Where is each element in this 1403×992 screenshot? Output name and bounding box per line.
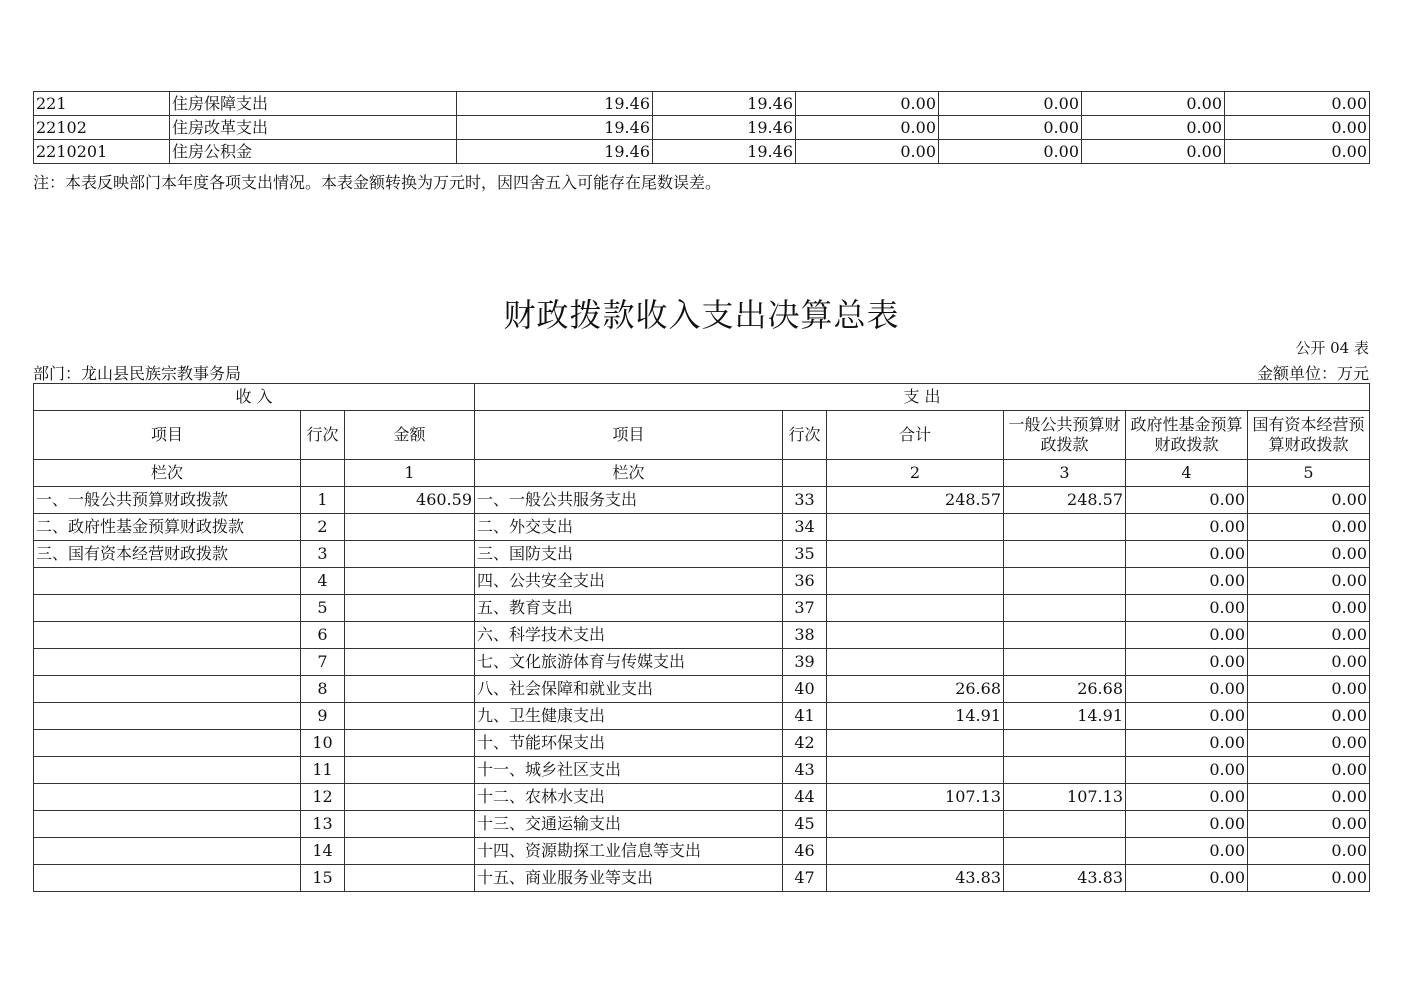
cell-general: [1004, 838, 1126, 865]
table-row: [34, 865, 1370, 892]
cell-total: [827, 811, 1004, 838]
cell-total: [827, 649, 1004, 676]
cell-exp-item: 七、文化旅游体育与传媒支出: [475, 649, 783, 676]
cell-fund: 0.00: [1126, 595, 1248, 622]
cell-fund: 0.00: [1126, 703, 1248, 730]
cell-inc-line: 5: [301, 595, 345, 622]
amount-unit-label: 金额单位：万元: [1256, 364, 1369, 383]
cell-inc-item: 三、国有资本经营财政拨款: [34, 541, 301, 568]
cell-general: 107.13: [1004, 784, 1126, 811]
cell-exp-line: 44: [783, 784, 827, 811]
cell-exp-line: 45: [783, 811, 827, 838]
table-row: [34, 116, 1370, 140]
cell-inc-item: 一、一般公共预算财政拨款: [34, 487, 301, 514]
expense-line-header: 行次: [783, 411, 827, 460]
cell-inc-line: 10: [301, 730, 345, 757]
cell-fund: 0.00: [1126, 514, 1248, 541]
cell-c6: 0.00: [1225, 116, 1370, 140]
cell-inc-amount: [345, 811, 475, 838]
cell-c4: 0.00: [939, 140, 1082, 164]
department-label: 部门：龙山县民族宗教事务局: [33, 364, 242, 383]
cell-general: [1004, 811, 1126, 838]
cell-inc-line: 15: [301, 865, 345, 892]
cell-inc-line: 11: [301, 757, 345, 784]
cell-state: 0.00: [1248, 568, 1370, 595]
cell-exp-item: 十五、商业服务业等支出: [475, 865, 783, 892]
cell-exp-item: 四、公共安全支出: [475, 568, 783, 595]
cell-exp-line: 34: [783, 514, 827, 541]
cell-c1: 19.46: [457, 92, 653, 116]
cell-exp-item: 九、卫生健康支出: [475, 703, 783, 730]
cell-exp-line: 33: [783, 487, 827, 514]
table-row: [34, 568, 1370, 595]
cell-state: 0.00: [1248, 676, 1370, 703]
cell-inc-amount: [345, 703, 475, 730]
cell-c6: 0.00: [1225, 92, 1370, 116]
cell-inc-amount: [345, 784, 475, 811]
cell-exp-item: 十、节能环保支出: [475, 730, 783, 757]
cell-inc-amount: [345, 622, 475, 649]
cell-state: 0.00: [1248, 811, 1370, 838]
cell-fund: 0.00: [1126, 676, 1248, 703]
cell-state: 0.00: [1248, 541, 1370, 568]
cell-inc-item: [34, 811, 301, 838]
cell-inc-item: [34, 784, 301, 811]
cell-exp-line: 47: [783, 865, 827, 892]
income-amount-header: 金额: [345, 411, 475, 460]
table-row: [34, 730, 1370, 757]
cell-inc-amount: [345, 865, 475, 892]
cell-inc-amount: [345, 649, 475, 676]
cell-fund: 0.00: [1126, 649, 1248, 676]
cell-exp-line: 40: [783, 676, 827, 703]
cell-general: [1004, 568, 1126, 595]
cell-fund: 0.00: [1126, 865, 1248, 892]
cell-exp-item: 三、国防支出: [475, 541, 783, 568]
cell-code: 2210201: [34, 140, 170, 164]
table-row: [34, 703, 1370, 730]
cell-c2: 19.46: [653, 92, 796, 116]
cell-inc-amount: [345, 514, 475, 541]
table-row: [34, 649, 1370, 676]
cell-exp-item: 二、外交支出: [475, 514, 783, 541]
cell-c3: 0.00: [796, 92, 939, 116]
page-title: 财政拨款收入支出决算总表: [503, 296, 900, 334]
cell-c3: 0.00: [796, 116, 939, 140]
income-col-line-blank: [301, 460, 345, 487]
cell-inc-item: [34, 568, 301, 595]
income-item-header: 项目: [34, 411, 301, 460]
cell-general: [1004, 622, 1126, 649]
expense-total-header: 合计: [827, 411, 1004, 460]
table-row: [34, 92, 1370, 116]
cell-exp-item: 五、教育支出: [475, 595, 783, 622]
cell-state: 0.00: [1248, 838, 1370, 865]
cell-code: 22102: [34, 116, 170, 140]
cell-inc-line: 6: [301, 622, 345, 649]
cell-inc-amount: [345, 757, 475, 784]
cell-total: [827, 838, 1004, 865]
cell-exp-line: 41: [783, 703, 827, 730]
column-number-row: [34, 460, 1370, 487]
cell-inc-item: [34, 838, 301, 865]
cell-name: 住房公积金: [170, 140, 457, 164]
cell-inc-amount: [345, 676, 475, 703]
cell-exp-item: 十三、交通运输支出: [475, 811, 783, 838]
cell-state: 0.00: [1248, 622, 1370, 649]
col-number-2: 2: [827, 460, 1004, 487]
cell-total: 14.91: [827, 703, 1004, 730]
header-row-2: [34, 411, 1370, 460]
cell-fund: 0.00: [1126, 541, 1248, 568]
cell-c1: 19.46: [457, 116, 653, 140]
cell-inc-line: 1: [301, 487, 345, 514]
cell-general: 14.91: [1004, 703, 1126, 730]
cell-name: 住房改革支出: [170, 116, 457, 140]
table-row: [34, 622, 1370, 649]
cell-state: 0.00: [1248, 703, 1370, 730]
cell-inc-line: 14: [301, 838, 345, 865]
cell-c2: 19.46: [653, 140, 796, 164]
cell-exp-item: 一、一般公共服务支出: [475, 487, 783, 514]
expense-detail-body: [34, 92, 1370, 164]
cell-fund: 0.00: [1126, 838, 1248, 865]
cell-fund: 0.00: [1126, 487, 1248, 514]
cell-name: 住房保障支出: [170, 92, 457, 116]
cell-general: [1004, 514, 1126, 541]
cell-general: [1004, 649, 1126, 676]
table-row: [34, 676, 1370, 703]
cell-fund: 0.00: [1126, 784, 1248, 811]
cell-general: [1004, 730, 1126, 757]
cell-inc-amount: [345, 730, 475, 757]
cell-fund: 0.00: [1126, 811, 1248, 838]
cell-inc-item: [34, 595, 301, 622]
cell-inc-item: [34, 730, 301, 757]
cell-inc-line: 2: [301, 514, 345, 541]
cell-c2: 19.46: [653, 116, 796, 140]
cell-inc-line: 7: [301, 649, 345, 676]
col-number-1: 1: [345, 460, 475, 487]
cell-inc-line: 8: [301, 676, 345, 703]
cell-state: 0.00: [1248, 595, 1370, 622]
cell-general: 248.57: [1004, 487, 1126, 514]
cell-c4: 0.00: [939, 116, 1082, 140]
cell-state: 0.00: [1248, 514, 1370, 541]
income-header: 收 入: [34, 384, 475, 411]
fund-budget-header: 政府性基金预算财政拨款: [1126, 411, 1248, 460]
cell-exp-item: 十二、农林水支出: [475, 784, 783, 811]
cell-exp-line: 36: [783, 568, 827, 595]
income-col-label: 栏次: [34, 460, 301, 487]
cell-fund: 0.00: [1126, 622, 1248, 649]
cell-total: [827, 568, 1004, 595]
cell-total: [827, 595, 1004, 622]
cell-general: 43.83: [1004, 865, 1126, 892]
cell-exp-line: 46: [783, 838, 827, 865]
table-row: [34, 784, 1370, 811]
cell-exp-item: 十四、资源勘探工业信息等支出: [475, 838, 783, 865]
cell-general: [1004, 541, 1126, 568]
expense-detail-table: [33, 91, 1370, 164]
table-note: 注：本表反映部门本年度各项支出情况。本表金额转换为万元时，因四舍五入可能存在尾数误差。: [33, 173, 722, 192]
cell-total: [827, 514, 1004, 541]
cell-state: 0.00: [1248, 649, 1370, 676]
cell-inc-item: [34, 676, 301, 703]
cell-total: [827, 622, 1004, 649]
table-row: [34, 487, 1370, 514]
cell-exp-item: 六、科学技术支出: [475, 622, 783, 649]
table-row: [34, 514, 1370, 541]
cell-state: 0.00: [1248, 487, 1370, 514]
table-row: [34, 811, 1370, 838]
cell-fund: 0.00: [1126, 568, 1248, 595]
table-row: [34, 838, 1370, 865]
cell-c5: 0.00: [1082, 116, 1225, 140]
cell-general: [1004, 757, 1126, 784]
cell-total: [827, 541, 1004, 568]
cell-inc-line: 9: [301, 703, 345, 730]
cell-c3: 0.00: [796, 140, 939, 164]
cell-state: 0.00: [1248, 784, 1370, 811]
header-row-1: [34, 384, 1370, 411]
cell-exp-line: 43: [783, 757, 827, 784]
col-number-5: 5: [1248, 460, 1370, 487]
cell-total: 107.13: [827, 784, 1004, 811]
cell-total: 248.57: [827, 487, 1004, 514]
cell-c6: 0.00: [1225, 140, 1370, 164]
cell-inc-amount: [345, 838, 475, 865]
cell-total: [827, 730, 1004, 757]
cell-c5: 0.00: [1082, 140, 1225, 164]
cell-inc-item: 二、政府性基金预算财政拨款: [34, 514, 301, 541]
cell-exp-line: 38: [783, 622, 827, 649]
expense-col-label: 栏次: [475, 460, 783, 487]
cell-fund: 0.00: [1126, 757, 1248, 784]
state-capital-header: 国有资本经营预算财政拨款: [1248, 411, 1370, 460]
cell-total: 43.83: [827, 865, 1004, 892]
cell-inc-amount: [345, 595, 475, 622]
cell-exp-line: 42: [783, 730, 827, 757]
table-row: [34, 541, 1370, 568]
expense-item-header: 项目: [475, 411, 783, 460]
cell-inc-amount: 460.59: [345, 487, 475, 514]
income-line-header: 行次: [301, 411, 345, 460]
table-row: [34, 757, 1370, 784]
cell-state: 0.00: [1248, 730, 1370, 757]
fiscal-summary-table: [33, 383, 1370, 892]
cell-state: 0.00: [1248, 865, 1370, 892]
cell-c4: 0.00: [939, 92, 1082, 116]
table-row: [34, 595, 1370, 622]
cell-general: 26.68: [1004, 676, 1126, 703]
cell-exp-item: 十一、城乡社区支出: [475, 757, 783, 784]
form-number: 公开 04 表: [1295, 339, 1369, 357]
cell-inc-item: [34, 865, 301, 892]
cell-inc-item: [34, 703, 301, 730]
cell-inc-item: [34, 649, 301, 676]
cell-inc-line: 13: [301, 811, 345, 838]
col-number-3: 3: [1004, 460, 1126, 487]
cell-c1: 19.46: [457, 140, 653, 164]
cell-c5: 0.00: [1082, 92, 1225, 116]
cell-exp-line: 37: [783, 595, 827, 622]
cell-exp-line: 39: [783, 649, 827, 676]
cell-total: [827, 757, 1004, 784]
expense-col-line-blank: [783, 460, 827, 487]
expense-header: 支 出: [475, 384, 1370, 411]
cell-exp-line: 35: [783, 541, 827, 568]
cell-inc-line: 3: [301, 541, 345, 568]
cell-inc-item: [34, 622, 301, 649]
cell-inc-item: [34, 757, 301, 784]
cell-total: 26.68: [827, 676, 1004, 703]
table-row: [34, 140, 1370, 164]
cell-inc-amount: [345, 541, 475, 568]
cell-inc-line: 4: [301, 568, 345, 595]
col-number-4: 4: [1126, 460, 1248, 487]
cell-inc-amount: [345, 568, 475, 595]
cell-inc-line: 12: [301, 784, 345, 811]
cell-general: [1004, 595, 1126, 622]
cell-state: 0.00: [1248, 757, 1370, 784]
cell-fund: 0.00: [1126, 730, 1248, 757]
cell-code: 221: [34, 92, 170, 116]
cell-exp-item: 八、社会保障和就业支出: [475, 676, 783, 703]
general-budget-header: 一般公共预算财政拨款: [1004, 411, 1126, 460]
